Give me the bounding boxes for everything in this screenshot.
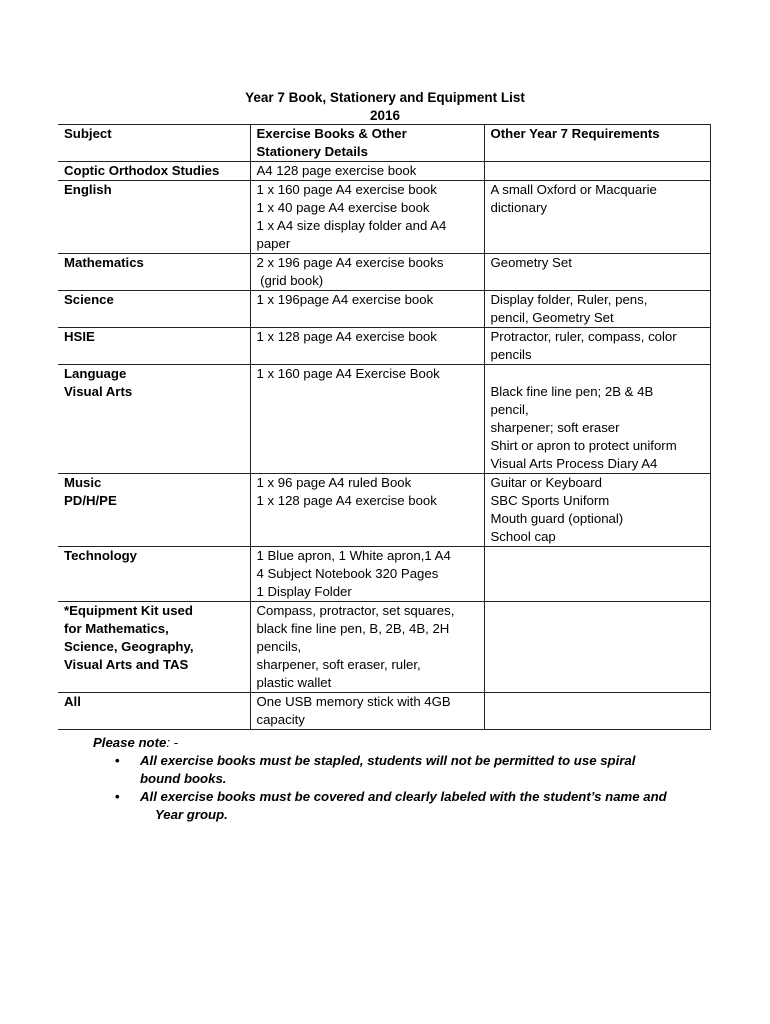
table-row	[58, 492, 710, 547]
cell-line: pencil, Geometry Set	[490, 310, 614, 325]
cell-line: pencils,	[256, 639, 302, 654]
title-year: 2016	[369, 108, 401, 123]
requirements-cell	[484, 162, 710, 181]
cell-line: 2 x 196 page A4 exercise books	[256, 255, 444, 270]
books-cell	[250, 254, 484, 291]
cell-line: Black fine line pen; 2B & 4B	[490, 384, 654, 399]
header-subject: Subject	[58, 125, 250, 162]
table-row	[58, 162, 710, 181]
books-cell	[250, 162, 484, 181]
header-other: Other Year 7 Requirements	[484, 125, 710, 162]
cell-line: A small Oxford or Macquarie	[490, 182, 657, 197]
note-list	[93, 752, 713, 824]
cell-line: Shirt or apron to protect uniform	[490, 438, 677, 453]
subject-cell	[58, 254, 250, 291]
cell-line: plastic wallet	[256, 675, 332, 690]
cell-line: All	[64, 694, 81, 709]
subject-cell	[58, 181, 250, 254]
note-item: • All exercise books must be covered and clearly labeled with the student’s name and Year group.	[115, 789, 667, 822]
cell-line: Compass, protractor, set squares,	[256, 603, 455, 618]
cell-line: Mathematics	[64, 255, 144, 270]
books-cell	[250, 365, 484, 384]
table-row	[58, 383, 710, 474]
table-header-row	[58, 125, 710, 162]
cell-line: A4 128 page exercise book	[256, 163, 417, 178]
cell-line: 1 x A4 size display folder and A4	[256, 218, 447, 233]
cell-line: School cap	[490, 529, 556, 544]
cell-line: 1 x 128 page A4 exercise book	[256, 493, 437, 508]
books-cell	[250, 693, 484, 730]
cell-line: 1 x 40 page A4 exercise book	[256, 200, 430, 215]
subject-cell	[58, 383, 250, 474]
table-row	[58, 474, 710, 493]
cell-line: 1 Blue apron, 1 White apron,1 A4	[256, 548, 451, 563]
cell-line: Coptic Orthodox Studies	[64, 163, 220, 178]
cell-line: HSIE	[64, 329, 95, 344]
books-cell	[250, 602, 484, 693]
table-row	[58, 291, 710, 328]
cell-line: 1 x 160 page A4 Exercise Book	[256, 366, 440, 381]
requirements-cell	[484, 291, 710, 328]
requirements-cell	[484, 254, 710, 291]
table-row	[58, 181, 710, 254]
subject-cell	[58, 693, 250, 730]
table-row	[58, 547, 710, 602]
bullet-icon: •	[115, 753, 120, 768]
books-cell	[250, 383, 484, 474]
books-cell	[250, 291, 484, 328]
cell-line: Science	[64, 292, 114, 307]
requirements-cell	[484, 474, 710, 493]
cell-line: pencils	[490, 347, 532, 362]
cell-line: 1 x 160 page A4 exercise book	[256, 182, 437, 197]
books-cell	[250, 547, 484, 602]
cell-line: One USB memory stick with 4GB	[256, 694, 451, 709]
cell-line: PD/H/PE	[64, 493, 117, 508]
cell-line: Language	[64, 366, 127, 381]
cell-line: *Equipment Kit used	[64, 603, 193, 618]
requirements-table	[58, 124, 711, 730]
cell-line: Visual Arts	[64, 384, 133, 399]
subject-cell	[58, 365, 250, 384]
cell-line: capacity	[256, 712, 305, 727]
subject-cell	[58, 162, 250, 181]
cell-line: Music	[64, 475, 102, 490]
requirements-cell	[484, 492, 710, 547]
table-row	[58, 328, 710, 365]
cell-line: English	[64, 182, 112, 197]
note-item: • All exercise books must be stapled, students will not be permitted to use spiral bound books.	[115, 753, 636, 786]
subject-cell	[58, 291, 250, 328]
requirements-cell	[484, 383, 710, 474]
subject-cell	[58, 492, 250, 547]
books-cell	[250, 328, 484, 365]
cell-line: Geometry Set	[490, 255, 572, 270]
cell-line: Visual Arts Process Diary A4	[490, 456, 658, 471]
subject-cell	[58, 328, 250, 365]
requirements-cell	[484, 365, 710, 384]
cell-line: (grid book)	[256, 273, 324, 288]
requirements-cell	[484, 181, 710, 254]
cell-line: Science, Geography,	[64, 639, 194, 654]
cell-line: 1 x 96 page A4 ruled Book	[256, 475, 412, 490]
table-row	[58, 602, 710, 693]
cell-line: Technology	[64, 548, 138, 563]
please-note	[93, 734, 713, 824]
cell-line: sharpener, soft eraser, ruler,	[256, 657, 421, 672]
document-title	[0, 89, 770, 125]
cell-line: paper	[256, 236, 291, 251]
table-row	[58, 254, 710, 291]
cell-line: Protractor, ruler, compass, color	[490, 329, 677, 344]
requirements-cell	[484, 693, 710, 730]
cell-line: Display folder, Ruler, pens,	[490, 292, 648, 307]
cell-line: 1 x 196page A4 exercise book	[256, 292, 434, 307]
cell-line: 1 Display Folder	[256, 584, 352, 599]
books-cell	[250, 474, 484, 493]
cell-line: SBC Sports Uniform	[490, 493, 610, 508]
requirements-cell	[484, 602, 710, 693]
cell-line: sharpener; soft eraser	[490, 420, 620, 435]
subject-cell	[58, 474, 250, 493]
cell-line: 1 x 128 page A4 exercise book	[256, 329, 437, 344]
header-books: Exercise Books & Other Stationery Details	[250, 125, 484, 162]
table-row	[58, 693, 710, 730]
requirements-cell	[484, 547, 710, 602]
cell-line: pencil,	[490, 402, 529, 417]
cell-line: black fine line pen, B, 2B, 4B, 2H	[256, 621, 450, 636]
note-label: Please note	[93, 735, 167, 750]
books-cell	[250, 492, 484, 547]
title-line-1: Year 7 Book, Stationery and Equipment List	[245, 90, 525, 105]
note-heading	[93, 734, 713, 752]
note-suffix: : -	[166, 735, 179, 750]
books-cell	[250, 181, 484, 254]
bullet-icon: •	[115, 789, 120, 804]
cell-line: Visual Arts and TAS	[64, 657, 189, 672]
table-row	[58, 365, 710, 384]
subject-cell	[58, 547, 250, 602]
cell-line: dictionary	[490, 200, 547, 215]
cell-line: Guitar or Keyboard	[490, 475, 602, 490]
cell-line: Mouth guard (optional)	[490, 511, 624, 526]
subject-cell	[58, 602, 250, 693]
requirements-cell	[484, 328, 710, 365]
cell-line: 4 Subject Notebook 320 Pages	[256, 566, 439, 581]
cell-line: for Mathematics,	[64, 621, 169, 636]
